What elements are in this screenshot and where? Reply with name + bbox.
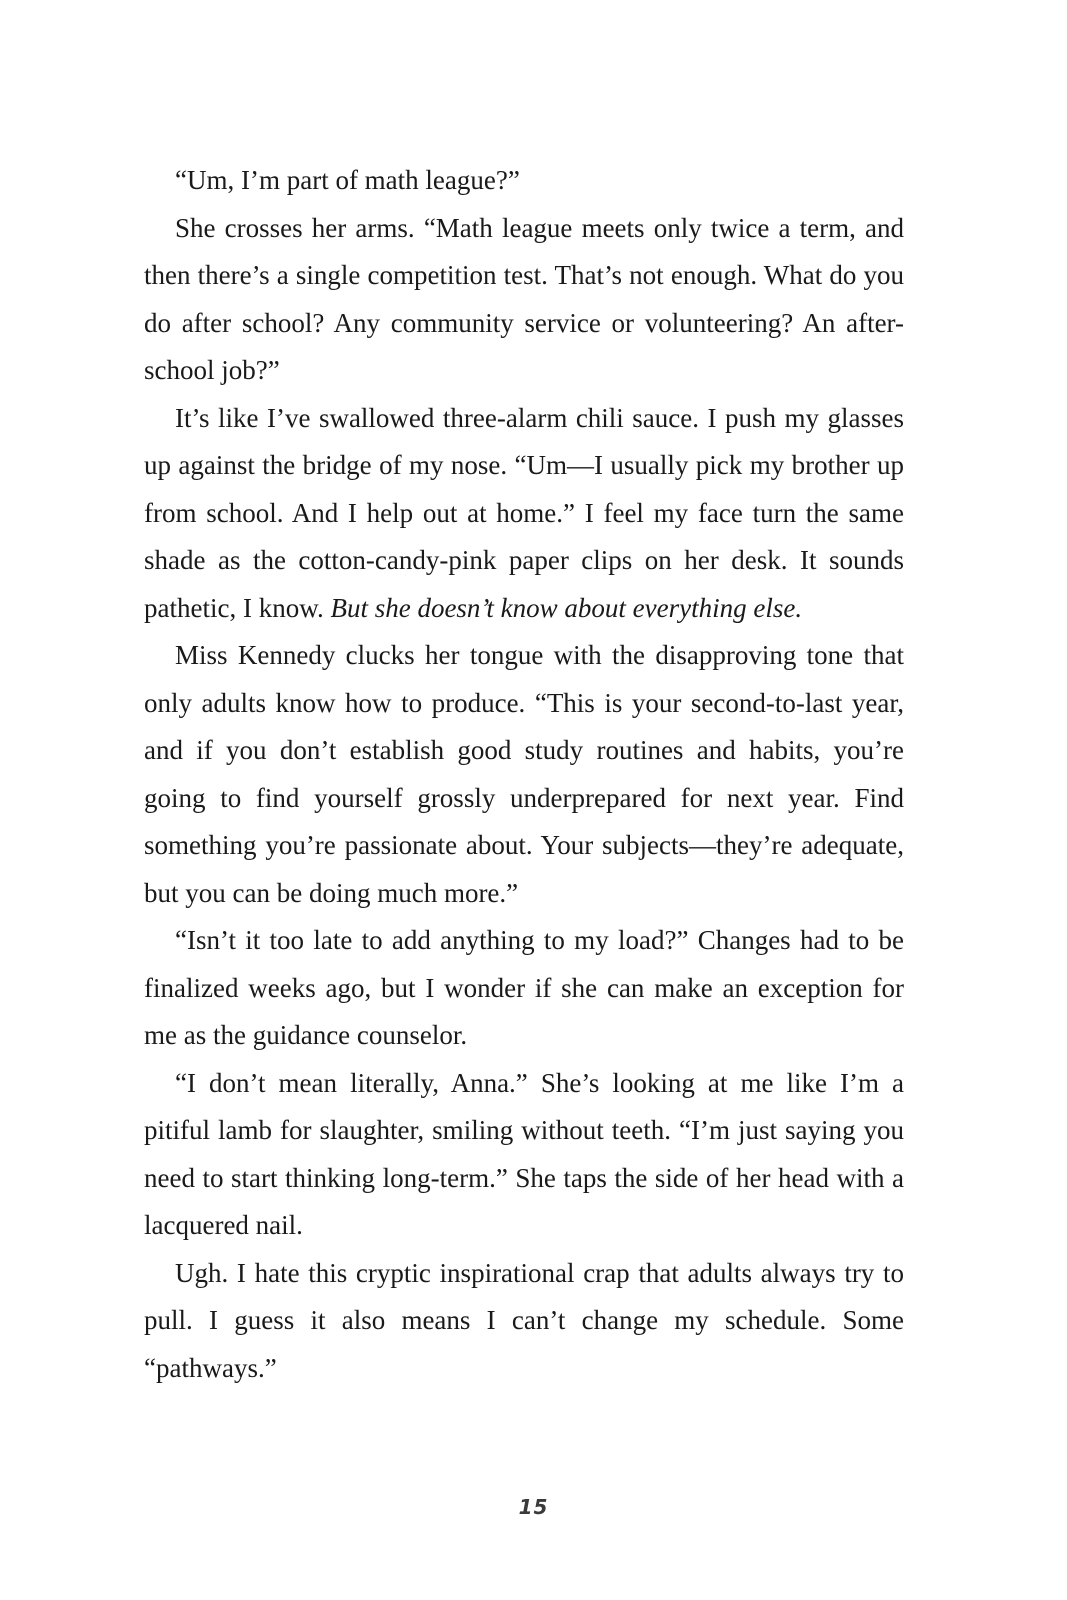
paragraph-6: “I don’t mean literally, Anna.” She’s looking at me like I’m a pitiful lamb for slaughter, smiling without teeth. “I’m just saying you need to start thinking long-term.” She taps the side of her head with a lacquered nail. <box>144 1067 904 1240</box>
paragraph-3: It’s like I’ve swallowed three-alarm chili sauce. I push my glasses up against the bridge of my nose. “Um—I usually pick my brother up from school. And I help out at home.” I feel my face turn the same shade as the cotton-candy-pink paper clips on her desk. It sounds pathetic, I know. But she doesn’t know about everything else. <box>144 402 904 623</box>
paragraph-2: She crosses her arms. “Math league meets only twice a term, and then there’s a single competition test. That’s not enough. What do you do after school? Any community service or volunteering? An after-school job?” <box>144 212 904 385</box>
paragraph-1: “Um, I’m part of math league?” <box>175 165 520 195</box>
paragraph-5: “Isn’t it too late to add anything to my load?” Changes had to be finalized weeks ago, but I wonder if she can make an exception for me as the guidance counselor. <box>144 925 904 1050</box>
paragraph-4: Miss Kennedy clucks her tongue with the disapproving tone that only adults know how to produce. “This is your second-to-last year, and if you don’t establish good study routines and habits, you’re going to find yourself grossly underprepared for next year. Find something you’re passionate about. Your subjects—they’re adequate, but you can be doing much more.” <box>144 640 904 908</box>
paragraph-7: Ugh. I hate this cryptic inspirational crap that adults always try to pull. I guess it also means I can’t change my schedule. Some “pathways.” <box>144 1257 904 1383</box>
page-number: 15 <box>518 1495 549 1519</box>
body-text <box>144 157 904 1392</box>
italic-thought: But she doesn’t know about everything else. <box>330 592 803 623</box>
